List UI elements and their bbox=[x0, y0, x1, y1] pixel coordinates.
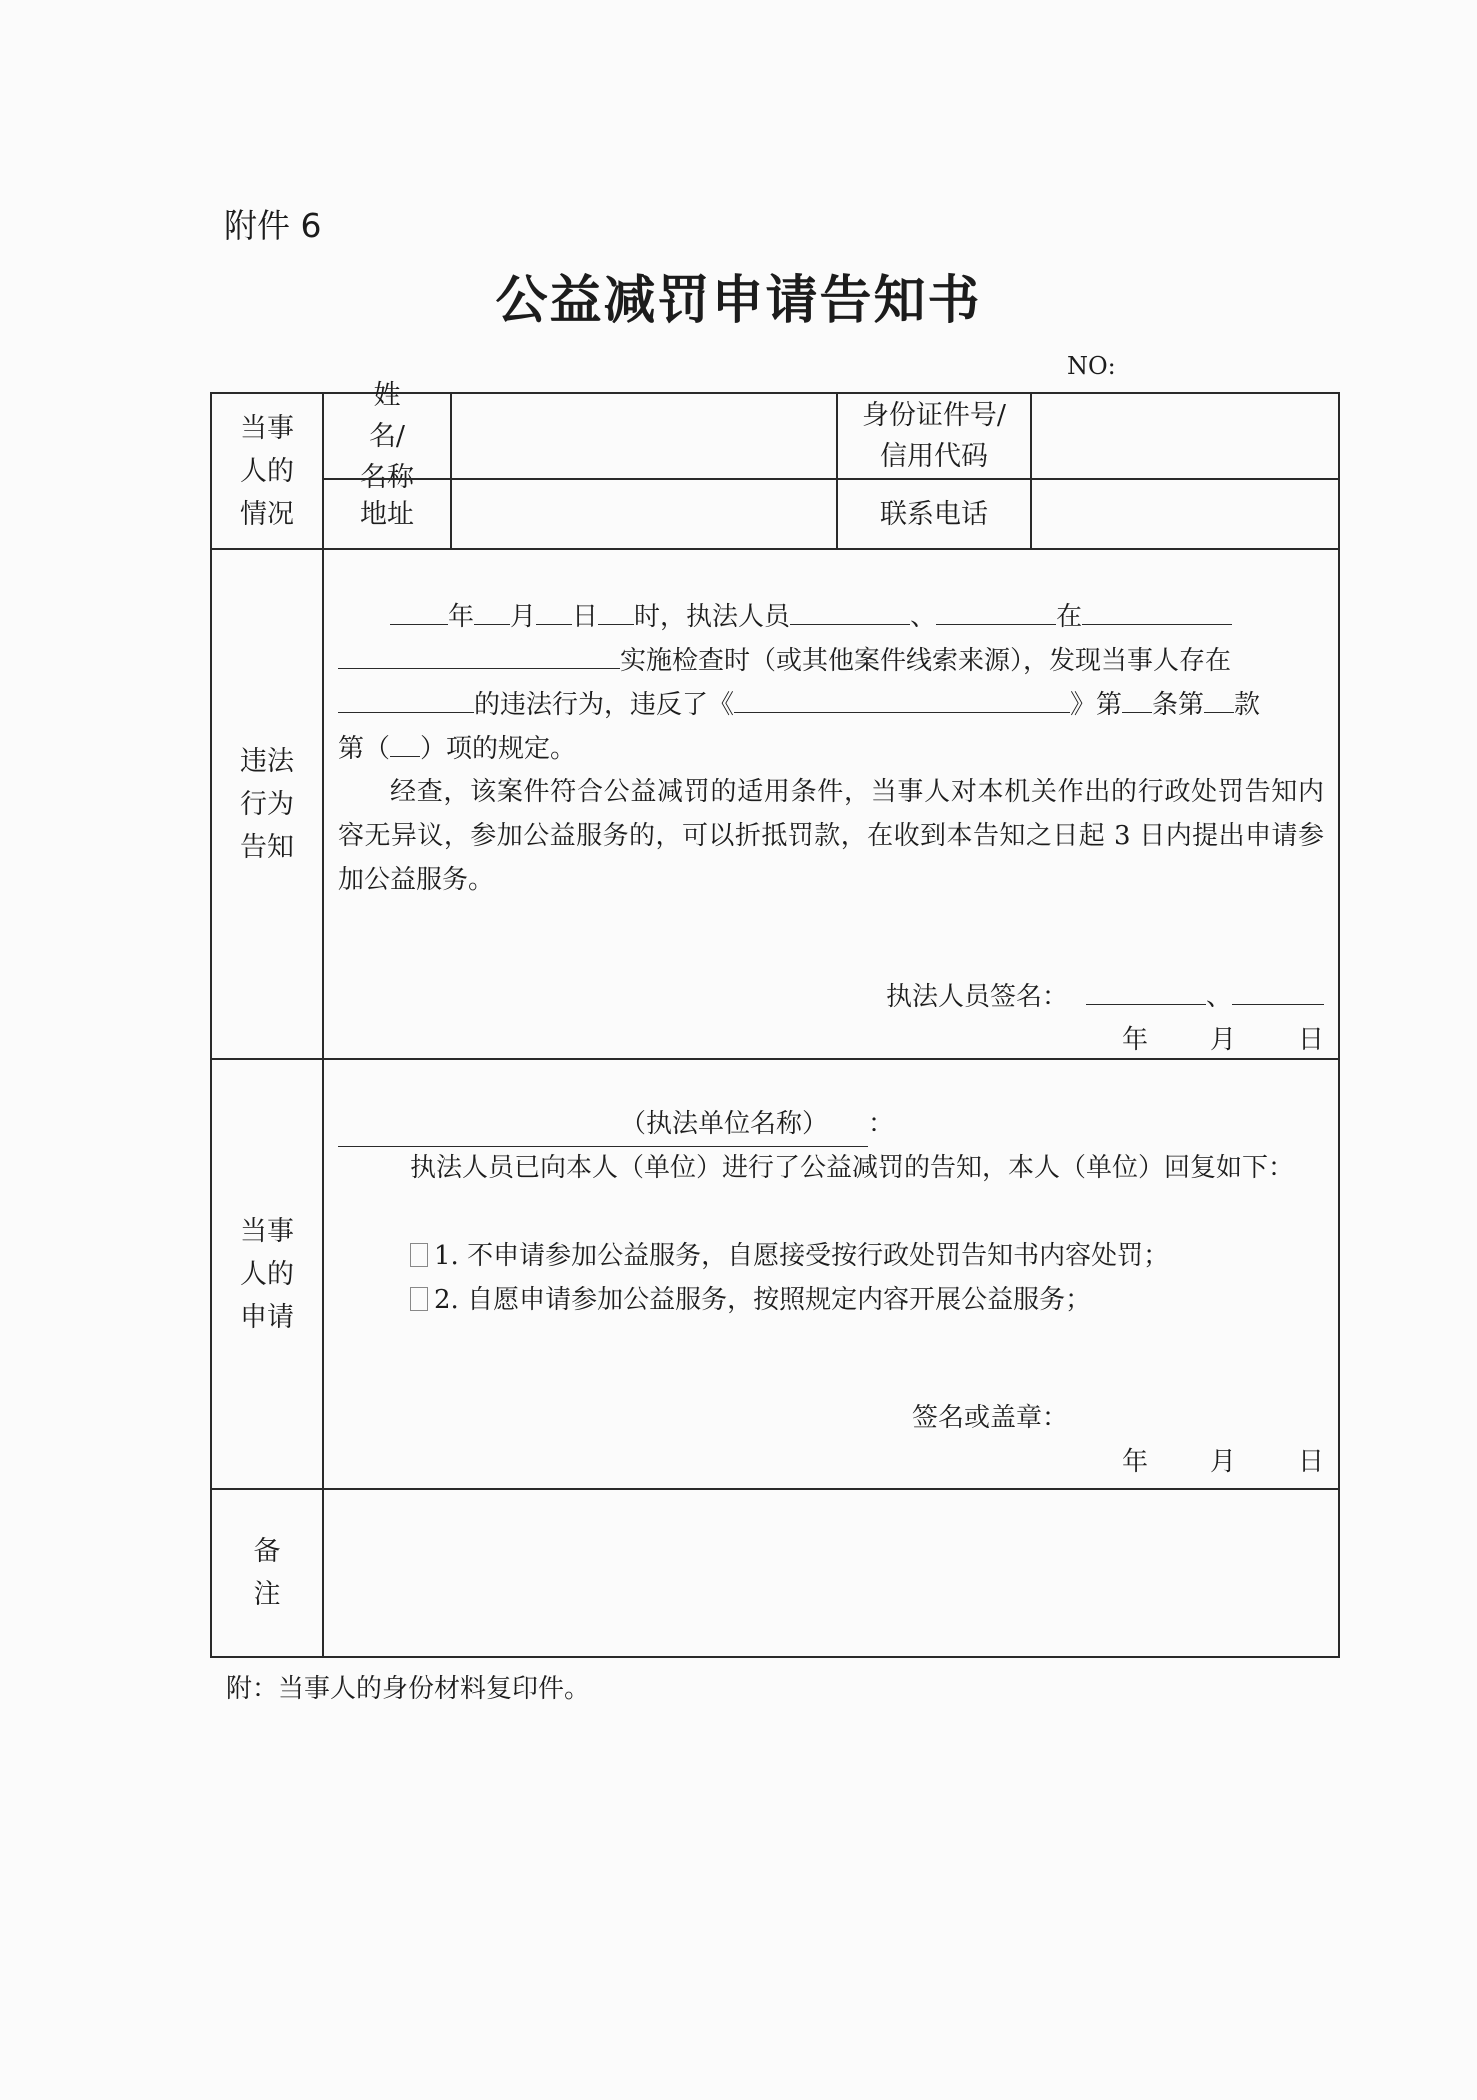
application-intro: 执法人员已向本人（单位）进行了公益减罚的告知，本人（单位）回复如下： bbox=[410, 1153, 1295, 1183]
org-name-row: （执法单位名称） ： bbox=[338, 1102, 1324, 1147]
name-label: 姓名/名称 bbox=[324, 394, 452, 478]
violation-type-field[interactable] bbox=[338, 682, 474, 713]
violation-line-2: 实施检查时（或其他案件线索来源），发现当事人存在 bbox=[338, 638, 1324, 683]
officer-signature-2[interactable] bbox=[1232, 974, 1324, 1005]
footnote: 附：当事人的身份材料复印件。 bbox=[226, 1674, 591, 1704]
location-field-a[interactable] bbox=[1082, 594, 1232, 625]
application-date-row: 年 月 日 bbox=[1121, 1447, 1324, 1477]
location-field-b[interactable] bbox=[338, 638, 620, 669]
option-2-checkbox[interactable] bbox=[410, 1287, 428, 1311]
violation-line-1: 年 月 日 时，执法人员 、 在 bbox=[338, 594, 1324, 639]
attachment-label: 附件 6 bbox=[224, 206, 322, 245]
option-1[interactable]: 1. 不申请参加公益服务，自愿接受按行政处罚告知书内容处罚； bbox=[410, 1234, 1324, 1278]
officer-2-field[interactable] bbox=[936, 594, 1056, 625]
applicant-signature-row: 签名或盖章： bbox=[911, 1403, 1068, 1433]
phone-label: 联系电话 bbox=[838, 480, 1032, 548]
address-label: 地址 bbox=[324, 480, 452, 548]
day-field[interactable] bbox=[536, 594, 572, 625]
document-number-label: NO: bbox=[1067, 352, 1116, 380]
org-name-line[interactable]: （执法单位名称） bbox=[338, 1102, 868, 1147]
violation-section bbox=[210, 550, 1340, 1060]
id-label: 身份证件号/信用代码 bbox=[838, 394, 1032, 478]
law-name-field[interactable] bbox=[734, 682, 1070, 713]
clause-field[interactable] bbox=[1204, 682, 1234, 713]
phone-field[interactable] bbox=[1032, 480, 1338, 548]
hour-field[interactable] bbox=[598, 594, 634, 625]
violation-paragraph-2: 经查，该案件符合公益减罚的适用条件，当事人对本机关作出的行政处罚告知内容无异议，参加公益服务的，可以折抵罚款，在收到本告知之日起 3 日内提出申请参加公益服务。 bbox=[338, 777, 1324, 895]
violation-line-4: 第（ ）项的规定。 bbox=[338, 726, 1324, 771]
violation-line-3: 的违法行为，违反了《 》第 条第 款 bbox=[338, 682, 1324, 727]
id-field[interactable] bbox=[1032, 394, 1338, 478]
item-field[interactable] bbox=[390, 726, 420, 757]
officer-signature-1[interactable] bbox=[1086, 974, 1206, 1005]
application-content bbox=[324, 1060, 1338, 1488]
officer-signature-row: 执法人员签名： 、 bbox=[886, 974, 1324, 1019]
violation-content bbox=[324, 550, 1338, 1058]
remarks-label: 备注 bbox=[212, 1490, 324, 1656]
party-info-label: 当事人的情况 bbox=[212, 394, 324, 548]
remarks-field[interactable] bbox=[324, 1490, 1338, 1656]
violation-date-row: 年 月 日 bbox=[1121, 1025, 1324, 1055]
name-field[interactable] bbox=[452, 394, 838, 478]
page-title: 公益减罚申请告知书 bbox=[495, 270, 982, 331]
article-field[interactable] bbox=[1122, 682, 1152, 713]
party-info-section bbox=[210, 379, 1340, 550]
remarks-section bbox=[210, 1490, 1340, 1658]
option-1-checkbox[interactable] bbox=[410, 1243, 428, 1267]
address-field[interactable] bbox=[452, 480, 838, 548]
year-field[interactable] bbox=[390, 594, 448, 625]
month-field[interactable] bbox=[474, 594, 510, 625]
application-section bbox=[210, 1060, 1340, 1490]
violation-label: 违法行为告知 bbox=[212, 550, 324, 1058]
option-2[interactable]: 2. 自愿申请参加公益服务，按照规定内容开展公益服务； bbox=[410, 1278, 1324, 1322]
application-label: 当事人的申请 bbox=[212, 1060, 324, 1488]
officer-1-field[interactable] bbox=[790, 594, 910, 625]
